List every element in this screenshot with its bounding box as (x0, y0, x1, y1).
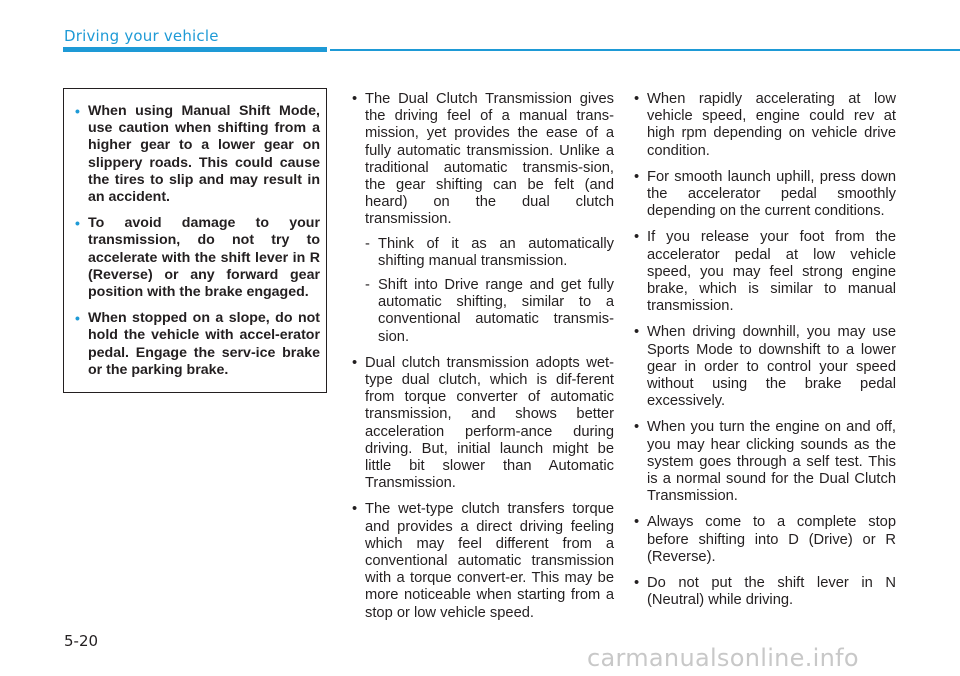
body-column-right (634, 91, 896, 618)
body-item-text: Dual clutch transmission adopts wet-type dual clutch, which is dif-ferent from torque converter of automatic transmission, and shows better acceleration perform-ance during driving. But, initial launch might be little bit slower than Automatic Transmission. (365, 354, 614, 492)
bullet-icon: • (75, 103, 80, 119)
body-item-text: When rapidly accelerating at low vehicle speed, engine could rev at high rpm depending on vehicle drive condition. (647, 91, 896, 159)
body-list-item (634, 514, 896, 566)
bullet-icon: • (352, 501, 358, 518)
body-list-item (634, 229, 896, 315)
body-list-item (634, 324, 896, 410)
header-rule-thick (63, 47, 327, 52)
body-list-item (352, 91, 614, 346)
body-list-item (634, 169, 896, 221)
sub-item-text: Shift into Drive range and get fully automatic shifting, similar to a conventional automatic transmis-sion. (378, 277, 614, 345)
section-title: Driving your vehicle (64, 27, 219, 45)
body-item-text: Do not put the shift lever in N (Neutral) while driving. (647, 575, 896, 609)
body-item-text: When you turn the engine on and off, you may hear clicking sounds as the system goes through a self test. This is a normal sound for the Dual Clutch Transmission. (647, 419, 896, 505)
caution-item (75, 103, 320, 206)
sub-list (365, 236, 614, 346)
sub-item-text: Think of it as an automatically shifting manual transmission. (378, 235, 614, 269)
body-list-item (634, 419, 896, 505)
dash-marker: - (365, 235, 370, 252)
bullet-icon: • (75, 215, 80, 232)
body-list-item (352, 501, 614, 621)
watermark: carmanualsonline.info (587, 644, 859, 672)
bullet-icon: • (634, 168, 640, 185)
header-rule-thin (330, 49, 960, 51)
caution-item-text: When using Manual Shift Mode, use caution when shifting from a higher gear to a lower gear on slippery roads. This could cause the tires to slip and may result in an accident. (88, 103, 320, 206)
body-list-item (634, 91, 896, 160)
body-item-text: The wet-type clutch transfers torque and provides a direct driving feeling which may feel different from a conventional automatic transmission with a torque convert-er. This may be more noticeable when starting from a stop or low vehicle speed. (365, 501, 614, 621)
caution-item-text: To avoid damage to your transmission, do not try to accelerate with the shift lever in R (Reverse) or any forward gear position with the brake engaged. (88, 215, 320, 301)
bullet-icon: • (634, 514, 640, 531)
bullet-icon: • (634, 91, 640, 107)
sub-list-item (365, 277, 614, 346)
body-item-text: If you release your foot from the accelerator pedal at low vehicle speed, you may feel strong engine brake, which is similar to manual transmission. (647, 229, 896, 315)
dash-marker: - (365, 277, 370, 294)
bullet-icon: • (634, 229, 640, 246)
body-column-middle (352, 91, 614, 631)
body-item-text: For smooth launch uphill, press down the accelerator pedal smoothly depending on the current conditions. (647, 168, 896, 220)
bullet-icon: • (634, 575, 640, 592)
body-item-text: The Dual Clutch Transmission gives the driving feel of a manual trans-mission, yet provides the ease of a fully automatic transmission. Unlike a traditional automatic transmis-sion, the gear shifting can be felt (and heard) on the dual clutch transmission. (365, 91, 614, 228)
body-list-item (634, 575, 896, 609)
bullet-icon: • (634, 324, 640, 341)
caution-item (75, 215, 320, 301)
bullet-icon: • (75, 310, 80, 327)
bullet-icon: • (352, 91, 358, 107)
caution-item-text: When stopped on a slope, do not hold the vehicle with accel-erator pedal. Engage the serv-ice brake or the parking brake. (88, 310, 320, 378)
caution-list (75, 103, 320, 379)
page-number: 5-20 (64, 632, 99, 650)
sub-list-item (365, 236, 614, 270)
bullet-icon: • (634, 419, 640, 436)
body-item-text: When driving downhill, you may use Sports Mode to downshift to a lower gear in order to control your speed without using the brake pedal excessively. (647, 324, 896, 410)
caution-item (75, 310, 320, 379)
caution-box (63, 88, 327, 393)
body-list-item (352, 355, 614, 493)
body-item-text: Always come to a complete stop before shifting into D (Drive) or R (Reverse). (647, 514, 896, 565)
bullet-icon: • (352, 354, 358, 371)
